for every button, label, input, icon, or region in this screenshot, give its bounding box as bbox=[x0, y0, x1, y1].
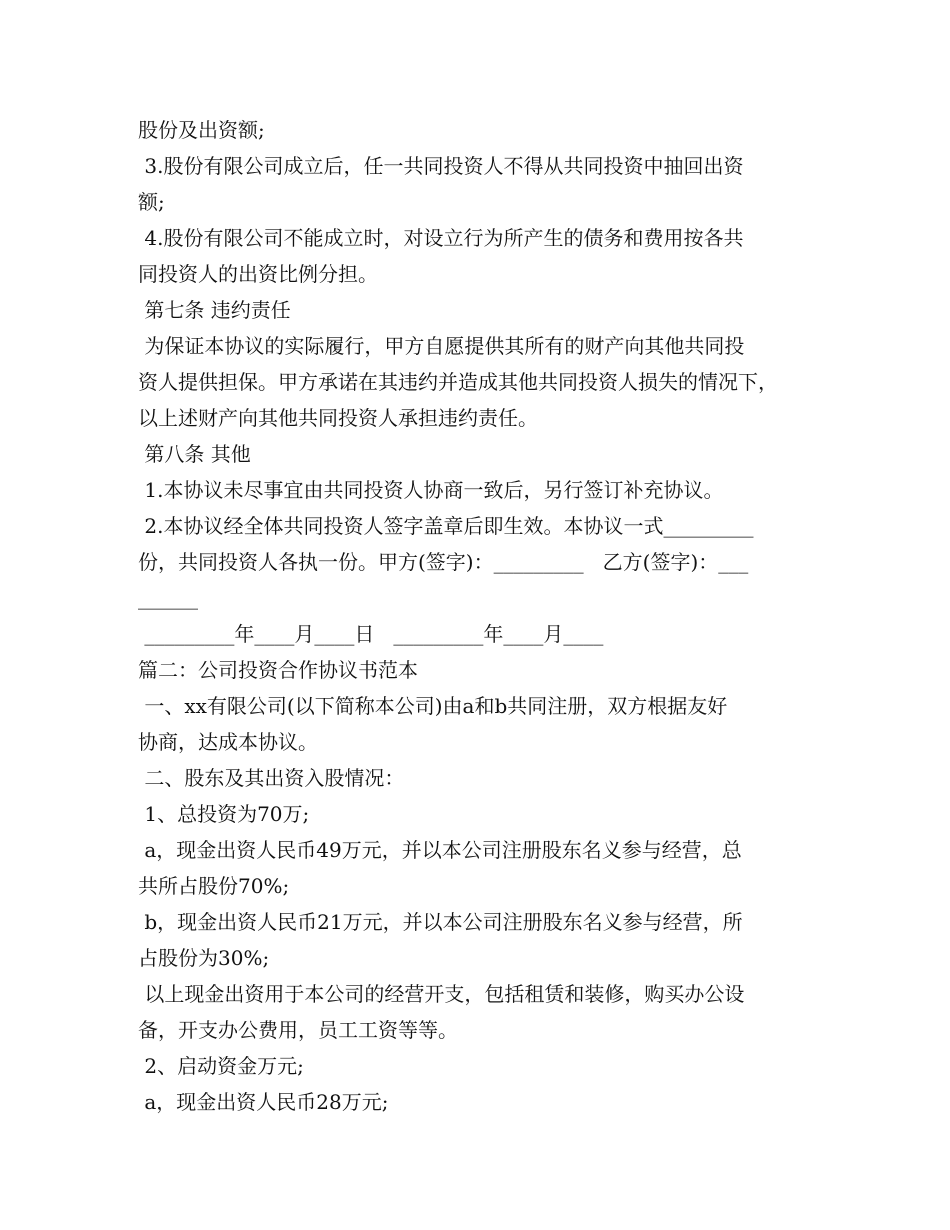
text-line: 股份及出资额; bbox=[138, 118, 265, 142]
text-line: 1.本协议未尽事宜由共同投资人协商一致后，另行签订补充协议。 bbox=[138, 478, 724, 502]
text-line: ______ bbox=[138, 586, 198, 610]
text-line: a，现金出资人民币49万元，并以本公司注册股东名义参与经营，总 bbox=[138, 838, 742, 862]
text-line: 1、总投资为70万; bbox=[138, 802, 310, 826]
text-line: 2.本协议经全体共同投资人签字盖章后即生效。本协议一式_________ bbox=[138, 514, 754, 538]
section-heading: 第七条 违约责任 bbox=[138, 298, 291, 322]
date-line: _________年____月____日 _________年____月____ bbox=[138, 622, 604, 646]
text-line: 协商，达成本协议。 bbox=[138, 730, 318, 754]
text-line: 2、启动资金万元; bbox=[138, 1054, 304, 1078]
text-line: b，现金出资人民币21万元，并以本公司注册股东名义参与经营，所 bbox=[138, 910, 743, 934]
text-line: 3.股份有限公司成立后，任一共同投资人不得从共同投资中抽回出资 bbox=[138, 154, 744, 178]
document-body bbox=[138, 112, 828, 1120]
text-line: 资人提供担保。甲方承诺在其违约并造成其他共同投资人损失的情况下， bbox=[138, 370, 778, 394]
section-heading: 二、股东及其出资入股情况： bbox=[138, 766, 405, 790]
document-title: 篇二：公司投资合作协议书范本 bbox=[138, 658, 418, 682]
text-line: 为保证本协议的实际履行，甲方自愿提供其所有的财产向其他共同投 bbox=[138, 334, 745, 358]
text-line: 共所占股份70%; bbox=[138, 874, 290, 898]
section-heading: 第八条 其他 bbox=[138, 442, 251, 466]
text-line: 份，共同投资人各执一份。甲方(签字)：_________ 乙方(签字)：___ bbox=[138, 550, 749, 574]
text-line: 以上述财产向其他共同投资人承担违约责任。 bbox=[138, 406, 538, 430]
text-line: 以上现金出资用于本公司的经营开支，包括租赁和装修，购买办公设 bbox=[138, 982, 745, 1006]
text-line: 占股份为30%; bbox=[138, 946, 270, 970]
text-line: 额; bbox=[138, 190, 165, 214]
text-line: 同投资人的出资比例分担。 bbox=[138, 262, 378, 286]
text-line: a，现金出资人民币28万元; bbox=[138, 1090, 389, 1114]
text-line: 一、xx有限公司(以下简称本公司)由a和b共同注册，双方根据友好 bbox=[138, 694, 728, 718]
text-line: 备，开支办公费用，员工工资等等。 bbox=[138, 1018, 458, 1042]
text-line: 4.股份有限公司不能成立时，对设立行为所产生的债务和费用按各共 bbox=[138, 226, 744, 250]
